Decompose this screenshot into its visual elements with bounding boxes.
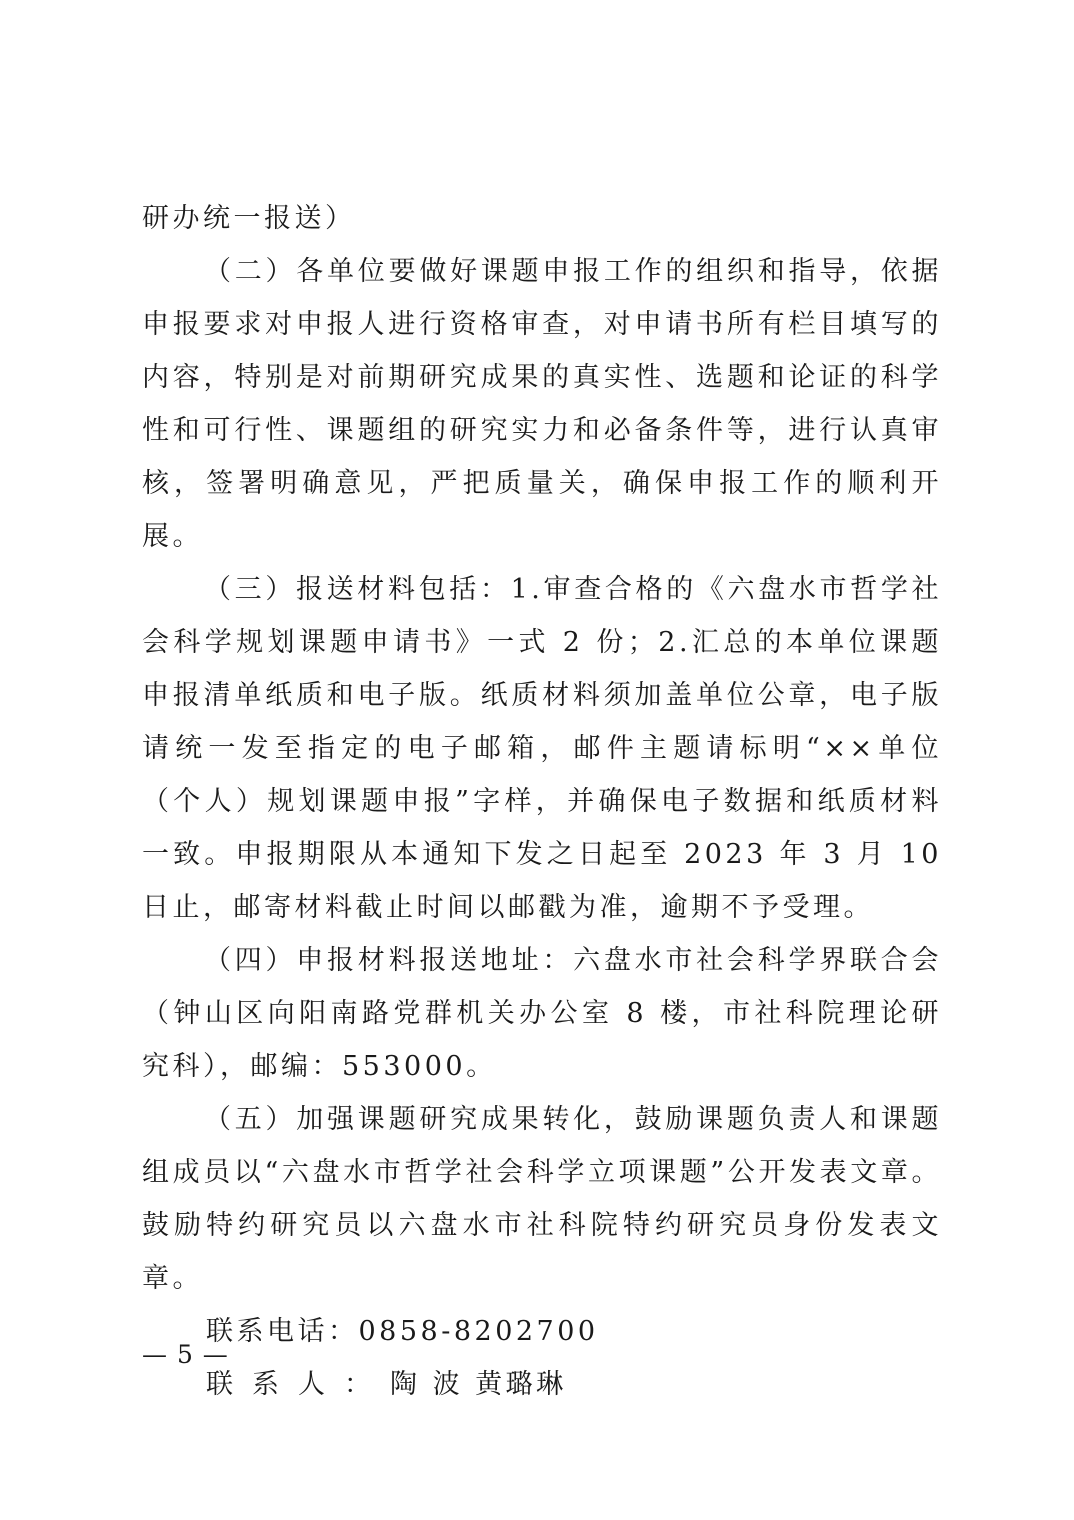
contact-person-line	[142, 1358, 942, 1411]
paragraph-review-requirements: （二）各单位要做好课题申报工作的组织和指导，依据申报要求对申报人进行资格审查，对申请书所有栏目填写的内容，特别是对前期研究成果的真实性、选题和论证的科学性和可行性、课题组的研究实力和必备条件等，进行认真审核，签署明确意见，严把质量关，确保申报工作的顺利开展。	[142, 256, 942, 552]
page-number: — 5 —	[142, 1340, 229, 1369]
paragraph-research-outcomes: （五）加强课题研究成果转化，鼓励课题负责人和课题组成员以“六盘水市哲学社会科学立项课题”公开发表文章。鼓励特约研究员以六盘水市社科院特约研究员身份发表文章。	[142, 1104, 942, 1294]
continuation-line: 研办统一报送）	[142, 203, 356, 234]
document-body	[142, 192, 942, 1411]
contact-person-value: 陶 波 黄璐琳	[390, 1369, 567, 1400]
contact-phone-label: 联系电话：	[206, 1316, 359, 1347]
paragraph-submission-address: （四）申报材料报送地址：六盘水市社会科学界联合会（钟山区向阳南路党群机关办公室 8 楼，市社科院理论研究科），邮编：553000。	[142, 945, 942, 1082]
contact-person-label: 联系人：	[206, 1369, 390, 1400]
contact-phone-line	[142, 1305, 942, 1358]
paragraph-submission-materials: （三）报送材料包括：1.审查合格的《六盘水市哲学社会科学规划课题申请书》一式 2 份；2.汇总的本单位课题申报清单纸质和电子版。纸质材料须加盖单位公章，电子版请统一发至指定的电子邮箱，邮件主题请标明“××单位（个人）规划课题申报”字样，并确保电子数据和纸质材料一致。申报期限从本通知下发之日起至 2023 年 3 月 10 日止，邮寄材料截止时间以邮戳为准，逾期不予受理。	[142, 574, 942, 923]
contact-phone-value: 0858-8202700	[358, 1316, 599, 1347]
